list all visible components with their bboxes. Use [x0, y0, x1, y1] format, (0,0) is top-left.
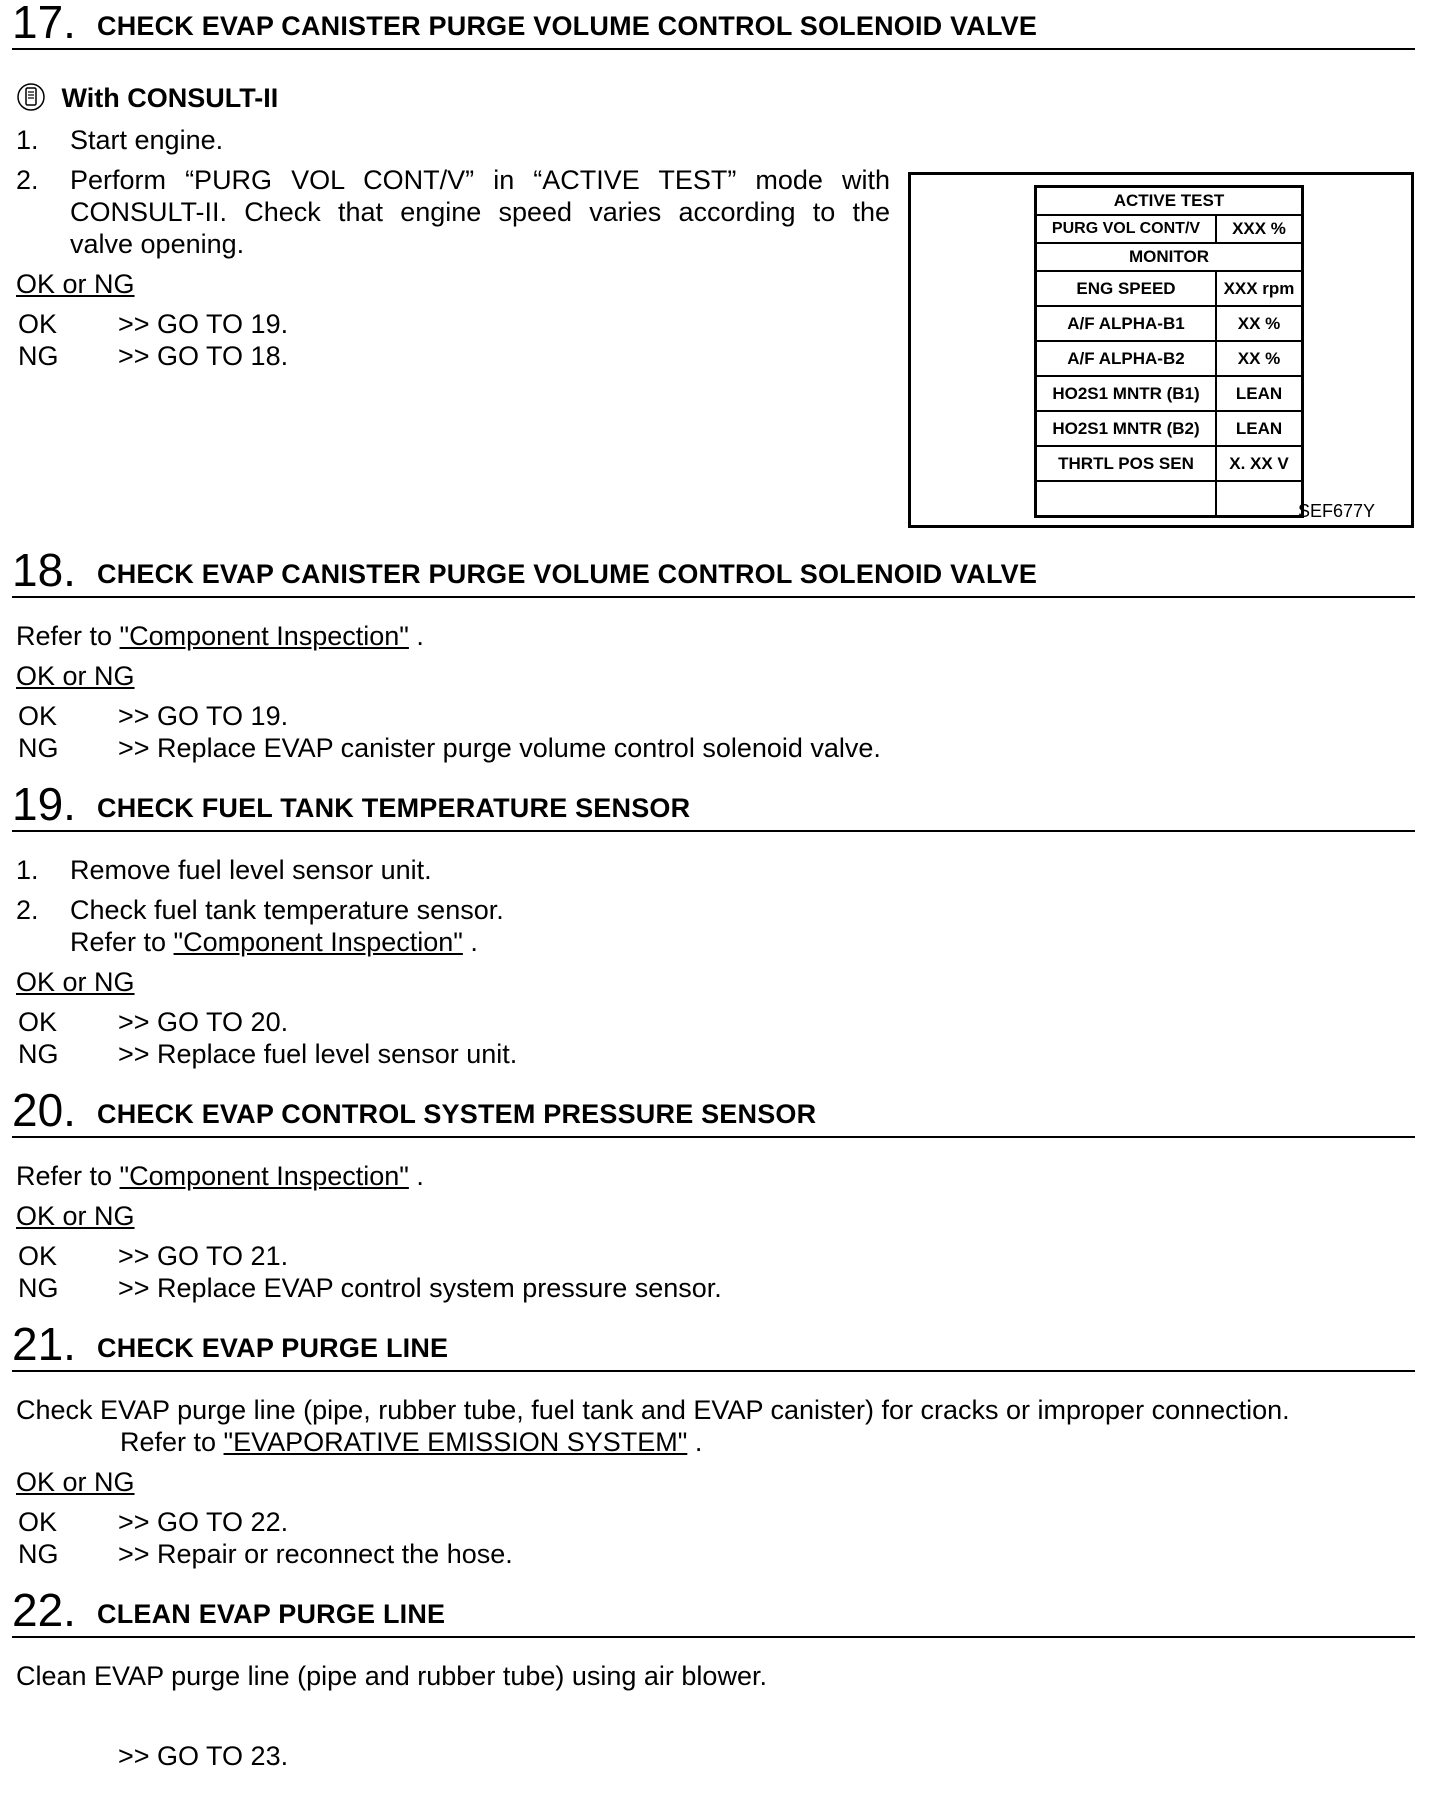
- component-inspection-link[interactable]: "Component Inspection": [119, 1161, 409, 1191]
- step-number: 19.: [12, 778, 76, 830]
- s19-ng-code: NG: [18, 1039, 59, 1069]
- monitor-value: XXX rpm: [1216, 271, 1303, 306]
- s19-ng-result: >> Replace fuel level sensor unit.: [118, 1039, 518, 1069]
- s20-ng-result: >> Replace EVAP control system pressure sensor.: [118, 1273, 722, 1303]
- refer-text: .: [408, 1161, 424, 1191]
- active-test-header: ACTIVE TEST: [1036, 187, 1303, 216]
- s21-ng-result: >> Repair or reconnect the hose.: [118, 1539, 513, 1569]
- step-title: CLEAN EVAP PURGE LINE: [97, 1599, 446, 1629]
- consult-icon: [16, 82, 46, 117]
- s20-ok-or-ng: OK or NG: [16, 1201, 135, 1231]
- monitor-value: LEAN: [1216, 376, 1303, 411]
- s20-ok-result: >> GO TO 21.: [118, 1241, 289, 1271]
- figure-id: SEF677Y: [1297, 501, 1375, 521]
- active-test-table: [1034, 185, 1304, 518]
- monitor-label: A/F ALPHA-B1: [1036, 306, 1217, 341]
- step-21-header: [12, 1318, 1415, 1372]
- s18-ok-code: OK: [18, 701, 58, 731]
- s22-line1: Clean EVAP purge line (pipe and rubber tube) using air blower.: [16, 1661, 767, 1691]
- refer-text: Refer to: [120, 1427, 224, 1457]
- step-22-header: [12, 1584, 1415, 1638]
- step-number: 18.: [12, 544, 76, 596]
- s21-refer: [120, 1426, 702, 1458]
- monitor-value: LEAN: [1216, 411, 1303, 446]
- s21-ok-or-ng: OK or NG: [16, 1467, 135, 1497]
- step-number: 21.: [12, 1318, 76, 1370]
- s18-ok-or-ng: OK or NG: [16, 661, 135, 691]
- refer-text: .: [408, 621, 424, 651]
- s17-item2-line2: CONSULT-II. Check that engine speed varies according to the: [70, 197, 890, 227]
- step-title: CHECK EVAP CANISTER PURGE VOLUME CONTROL SOLENOID VALVE: [97, 559, 1038, 589]
- s21-ng-code: NG: [18, 1539, 59, 1569]
- step-number: 22.: [12, 1584, 76, 1636]
- refer-text: Refer to: [70, 927, 174, 957]
- s17-ok-result: >> GO TO 19.: [118, 309, 289, 339]
- step-title: CHECK EVAP CONTROL SYSTEM PRESSURE SENSOR: [97, 1099, 817, 1129]
- monitor-label: A/F ALPHA-B2: [1036, 341, 1217, 376]
- monitor-value: XX %: [1216, 306, 1303, 341]
- s21-ok-result: >> GO TO 22.: [118, 1507, 289, 1537]
- s17-item2-line3: valve opening.: [70, 229, 245, 259]
- monitor-label: ENG SPEED: [1036, 271, 1217, 306]
- step-19-header: [12, 778, 1415, 832]
- step-20-header: [12, 1084, 1415, 1138]
- s21-ok-code: OK: [18, 1507, 58, 1537]
- s17-ng-result: >> GO TO 18.: [118, 341, 289, 371]
- evaporative-emission-system-link[interactable]: "EVAPORATIVE EMISSION SYSTEM": [223, 1427, 688, 1457]
- component-inspection-link[interactable]: "Component Inspection": [173, 927, 463, 957]
- monitor-label: HO2S1 MNTR (B2): [1036, 411, 1217, 446]
- step-17-header: [12, 0, 1415, 50]
- empty-cell: [1216, 481, 1303, 517]
- step-number: 20.: [12, 1084, 76, 1136]
- s19-item1-num: 1.: [16, 855, 39, 885]
- s20-ng-code: NG: [18, 1273, 59, 1303]
- test-item-value: XXX %: [1216, 215, 1303, 243]
- monitor-value: X. XX V: [1216, 446, 1303, 481]
- s19-item2: Check fuel tank temperature sensor.: [70, 895, 504, 925]
- s17-ok-code: OK: [18, 309, 58, 339]
- s17-ng-code: NG: [18, 341, 59, 371]
- test-item-label: PURG VOL CONT/V: [1036, 215, 1217, 243]
- step-title: CHECK EVAP CANISTER PURGE VOLUME CONTROL SOLENOID VALVE: [97, 11, 1038, 41]
- s19-ok-code: OK: [18, 1007, 58, 1037]
- step-title: CHECK EVAP PURGE LINE: [97, 1333, 449, 1363]
- s18-ng-code: NG: [18, 733, 59, 763]
- refer-text: Refer to: [16, 1161, 120, 1191]
- refer-text: Refer to: [16, 621, 120, 651]
- s17-item2-line1: Perform “PURG VOL CONT/V” in “ACTIVE TEST” mode with: [70, 165, 890, 195]
- s18-ok-result: >> GO TO 19.: [118, 701, 289, 731]
- s17-ok-or-ng: OK or NG: [16, 269, 135, 299]
- step-number: 17.: [12, 0, 76, 48]
- monitor-header: MONITOR: [1036, 243, 1303, 271]
- component-inspection-link[interactable]: "Component Inspection": [119, 621, 409, 651]
- empty-cell: [1036, 481, 1217, 517]
- consult-line: [16, 82, 278, 117]
- consult-label: With CONSULT-II: [61, 83, 279, 113]
- monitor-label: THRTL POS SEN: [1036, 446, 1217, 481]
- monitor-value: XX %: [1216, 341, 1303, 376]
- s17-item1: Start engine.: [70, 125, 224, 155]
- consult-screen-figure: [908, 172, 1414, 528]
- s17-item1-num: 1.: [16, 125, 39, 155]
- s19-item2-num: 2.: [16, 895, 39, 925]
- s19-refer: [70, 926, 478, 958]
- s18-ng-result: >> Replace EVAP canister purge volume control solenoid valve.: [118, 733, 881, 763]
- s19-ok-result: >> GO TO 20.: [118, 1007, 289, 1037]
- step-18-header: [12, 544, 1415, 598]
- s18-refer: [16, 620, 424, 652]
- s19-ok-or-ng: OK or NG: [16, 967, 135, 997]
- s20-refer: [16, 1160, 424, 1192]
- refer-text: .: [687, 1427, 703, 1457]
- refer-text: .: [462, 927, 478, 957]
- s22-result: >> GO TO 23.: [118, 1741, 289, 1771]
- s17-item2-num: 2.: [16, 165, 39, 195]
- s21-line1: Check EVAP purge line (pipe, rubber tube, fuel tank and EVAP canister) for cracks or improper connection.: [16, 1395, 1290, 1425]
- s19-item1: Remove fuel level sensor unit.: [70, 855, 432, 885]
- monitor-label: HO2S1 MNTR (B1): [1036, 376, 1217, 411]
- step-title: CHECK FUEL TANK TEMPERATURE SENSOR: [97, 793, 691, 823]
- s20-ok-code: OK: [18, 1241, 58, 1271]
